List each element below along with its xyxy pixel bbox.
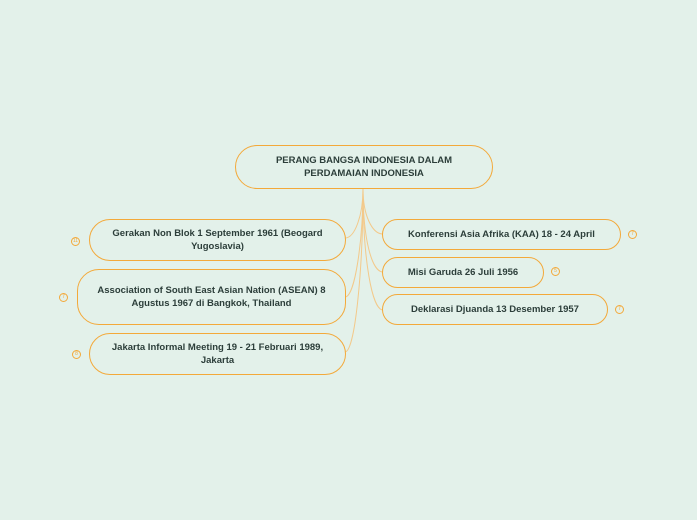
topic-label: Deklarasi Djuanda 13 Desember 1957: [411, 304, 579, 315]
root-topic[interactable]: [235, 145, 493, 189]
root-topic-label: PERANG BANGSA INDONESIA DALAM PERDAMAIAN INDONESIA: [275, 155, 453, 179]
count-badge[interactable]: 5: [551, 267, 560, 276]
count-badge[interactable]: 8: [72, 350, 81, 359]
count-badge[interactable]: 7: [615, 305, 624, 314]
topic-kaa[interactable]: [382, 219, 621, 250]
count-badge[interactable]: 7: [628, 230, 637, 239]
topic-label: Gerakan Non Blok 1 September 1961 (Beogard Yugoslavia): [112, 228, 323, 252]
count-badge[interactable]: 7: [59, 293, 68, 302]
connector-left-2: [345, 189, 363, 297]
connector-left-1: [345, 189, 363, 238]
topic-jakarta-informal-meeting[interactable]: [89, 333, 346, 375]
topic-gerakan-non-blok[interactable]: [89, 219, 346, 261]
topic-label: Jakarta Informal Meeting 19 - 21 Februari 1989, Jakarta: [111, 342, 324, 366]
topic-label: Association of South East Asian Nation (ASEAN) 8 Agustus 1967 di Bangkok, Thailand: [97, 285, 326, 309]
count-badge[interactable]: 11: [72, 238, 79, 244]
connector-right-2: [363, 189, 383, 272]
topic-asean[interactable]: [77, 269, 346, 325]
connector-right-3: [363, 189, 383, 310]
topic-misi-garuda[interactable]: [382, 257, 544, 288]
topic-label: Misi Garuda 26 Juli 1956: [407, 267, 519, 278]
topic-deklarasi-djuanda[interactable]: [382, 294, 608, 325]
topic-label: Konferensi Asia Afrika (KAA) 18 - 24 April: [408, 229, 595, 240]
connector-right-1: [363, 189, 383, 234]
